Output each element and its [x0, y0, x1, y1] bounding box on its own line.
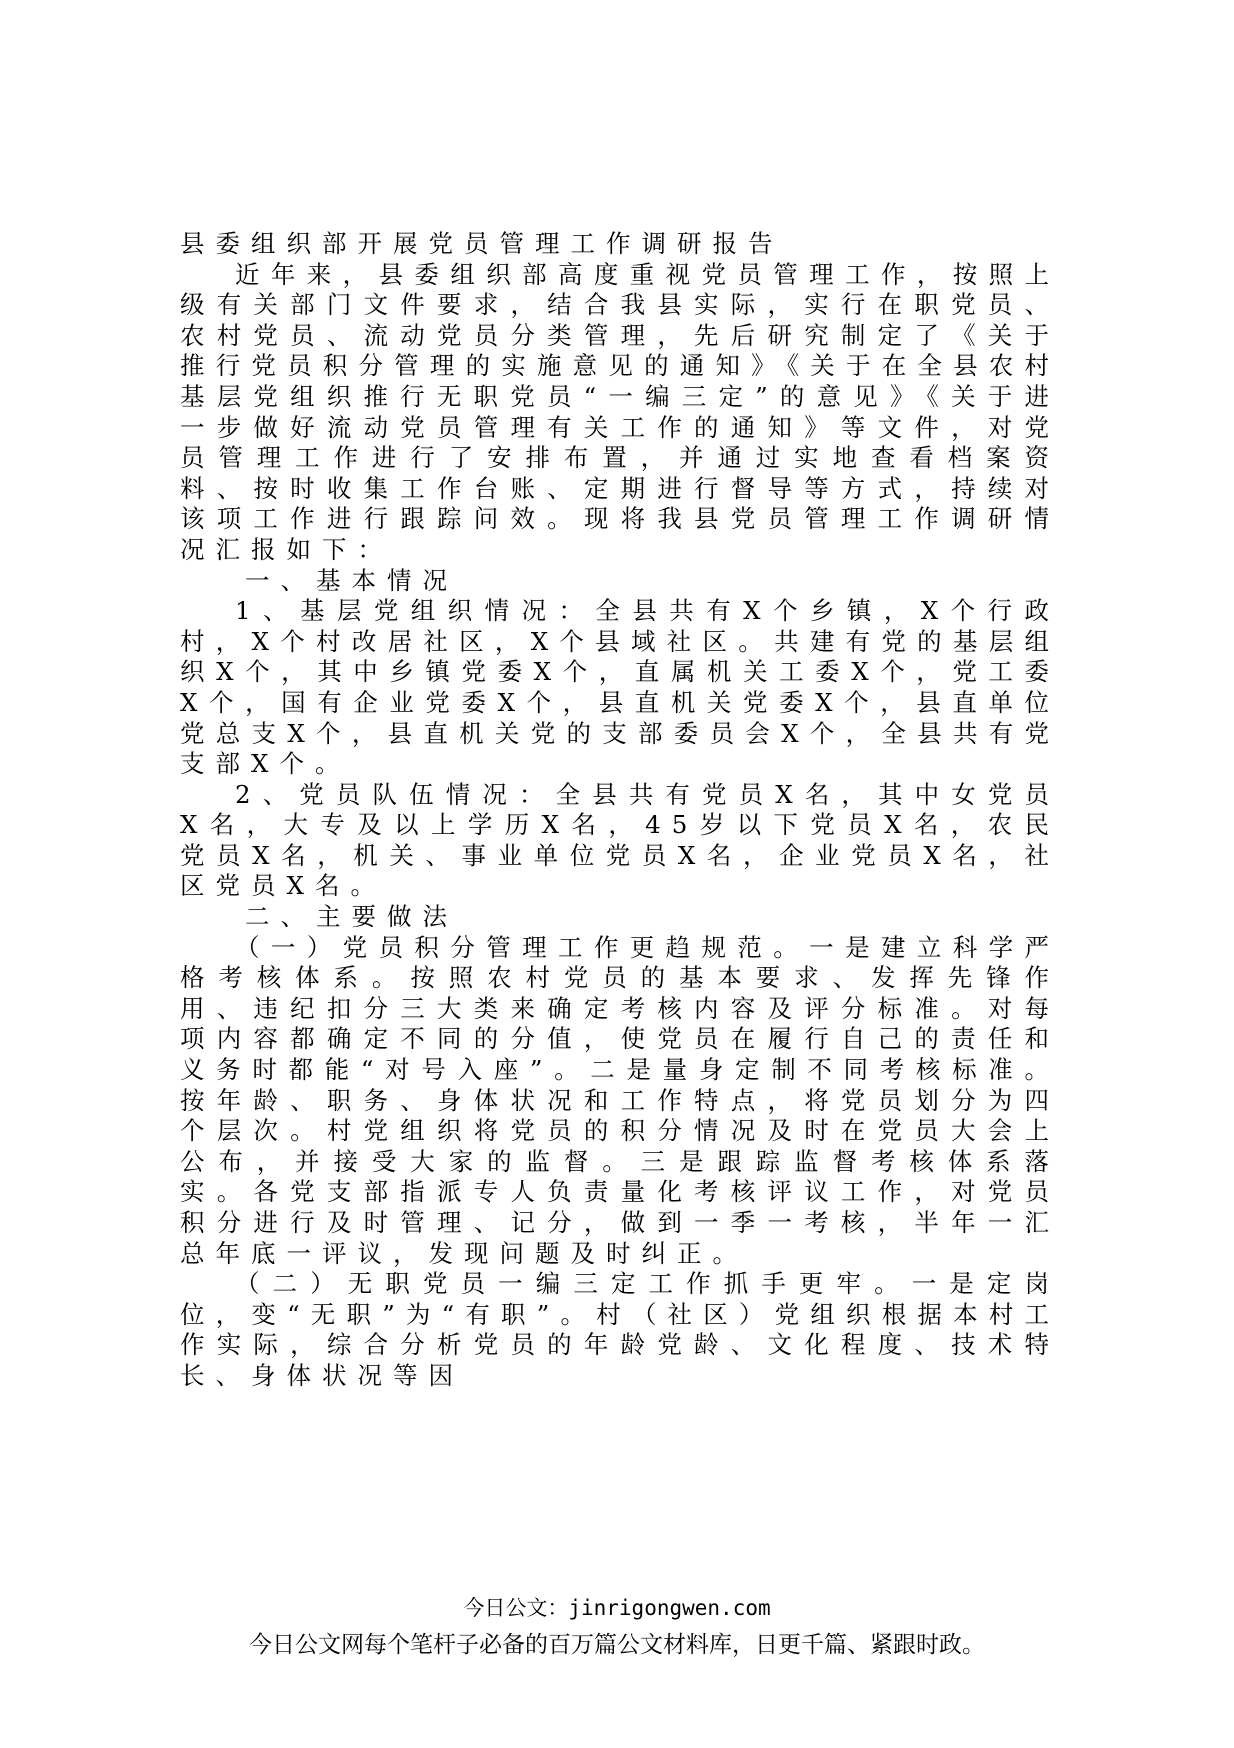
paragraph-party-organizations: 1、基层党组织情况：全县共有X个乡镇，X个行政村，X个村改居社区，X个县域社区。共建有党的基层组织X个，其中乡镇党委X个，直属机关工委X个，党工委X个，国有企业党委X个，县直机关党委X个，县直单位党总支X个，县直机关党的支部委员会X个，全县共有党支部X个。: [180, 596, 1060, 779]
paragraph-one-edit-three-set: （二）无职党员一编三定工作抓手更牢。一是定岗位，变“无职”为“有职”。村（社区）党组织根据本村工作实际，综合分析党员的年龄党龄、文化程度、技术特长、身体状况等因: [180, 1269, 1060, 1390]
document-body: [180, 229, 1060, 1392]
paragraph-party-members: 2、党员队伍情况：全县共有党员X名，其中女党员X名，大专及以上学历X名，45岁以下党员X名，农民党员X名，机关、事业单位党员X名，企业党员X名，社区党员X名。: [180, 779, 1060, 901]
section-heading-basic: 一、基本情况: [245, 565, 458, 595]
intro-paragraph: 近年来，县委组织部高度重视党员管理工作，按照上级有关部门文件要求，结合我县实际，实行在职党员、农村党员、流动党员分类管理，先后研究制定了《关于推行党员积分管理的实施意见的通知》《关于在全县农村基层党组织推行无职党员“一编三定”的意见》《关于进一步做好流动党员管理有关工作的通知》等文件，对党员管理工作进行了安排布置，并通过实地查看档案资料、按时收集工作台账、定期进行督导等方式，持续对该项工作进行跟踪问效。现将我县党员管理工作调研情况汇报如下：: [180, 259, 1060, 564]
footer-site-link[interactable]: jinrigongwen.com: [568, 1596, 771, 1620]
section-heading-practices: 二、主要做法: [245, 902, 458, 932]
document-title: 县委组织部开展党员管理工作调研报告: [180, 229, 784, 258]
footer-site-line: [0, 1594, 1234, 1622]
footer-site-label: 今日公文：: [463, 1596, 569, 1620]
footer-slogan: 今日公文网每个笔杆子必备的百万篇公文材料库，日更千篇、紧跟时政。: [249, 1632, 985, 1658]
paragraph-points-management: （一）党员积分管理工作更趋规范。一是建立科学严格考核体系。按照农村党员的基本要求、发挥先锋作用、违纪扣分三大类来确定考核内容及评分标准。对每项内容都确定不同的分值，使党员在履行自己的责任和义务时都能“对号入座”。二是量身定制不同考核标准。按年龄、职务、身体状况和工作特点，将党员划分为四个层次。村党组织将党员的积分情况及时在党员大会上公布，并接受大家的监督。三是跟踪监督考核体系落实。各党支部指派专人负责量化考核评议工作，对党员积分进行及时管理、记分，做到一季一考核，半年一汇总年底一评议，发现问题及时纠正。: [180, 932, 1060, 1268]
